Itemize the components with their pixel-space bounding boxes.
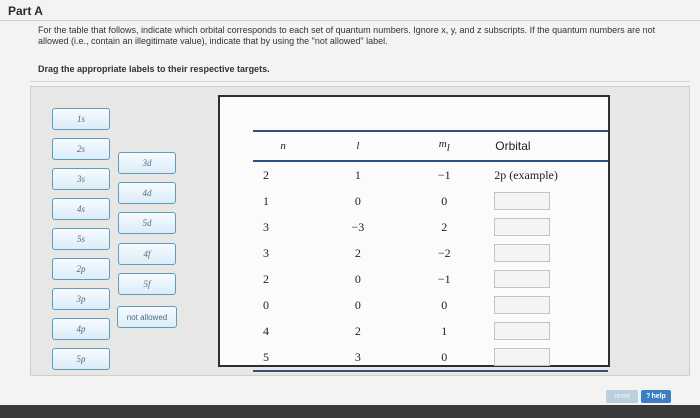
cell-n: 5 (253, 344, 313, 371)
table-row (253, 188, 608, 214)
cell-n: 3 (263, 219, 269, 234)
table-row (253, 292, 608, 318)
drop-target[interactable] (494, 270, 550, 288)
cell-n: 3 (263, 245, 269, 260)
drop-target[interactable] (494, 244, 550, 262)
cell-ml: 0 (402, 344, 486, 371)
orbital-cell (486, 292, 608, 318)
header-l: l (313, 131, 402, 161)
label-4f[interactable]: 4f (118, 243, 176, 265)
cell-l: 0 (354, 297, 361, 312)
cell-l: 0 (354, 271, 361, 286)
help-icon: ? (646, 393, 651, 400)
help-label: help (651, 393, 666, 400)
label-2p[interactable]: 2p (52, 258, 110, 280)
table-row (253, 266, 608, 292)
orbital-cell (486, 266, 608, 292)
drop-target[interactable] (494, 192, 550, 210)
drop-target[interactable] (494, 322, 550, 340)
cell-l: 1 (354, 167, 361, 182)
cell-n: 2 (263, 167, 269, 182)
part-title: Part A (8, 4, 43, 18)
reset-button[interactable]: reset (606, 390, 638, 403)
cell-l: 3 (313, 344, 402, 371)
label-1s[interactable]: 1s (52, 108, 110, 130)
cell-n: 4 (263, 323, 269, 338)
drop-target[interactable] (494, 218, 550, 236)
bottom-bar (0, 405, 700, 418)
orbital-cell (486, 214, 608, 240)
drag-instruction: Drag the appropriate labels to their respective targets. (38, 64, 270, 74)
quantum-numbers-table (253, 130, 608, 372)
orbital-cell (486, 188, 608, 214)
header-n: n (253, 131, 313, 161)
orbital-cell (486, 344, 608, 371)
drop-target[interactable] (494, 348, 550, 366)
table-row (253, 214, 608, 240)
label-5d[interactable]: 5d (118, 212, 176, 234)
cell-l: 2 (354, 245, 361, 260)
cell-ml: 1 (441, 323, 448, 338)
table-row (253, 344, 608, 371)
table-row (253, 318, 608, 344)
quantum-table-panel (218, 95, 610, 367)
orbital-cell (486, 318, 608, 344)
orbital-example: 2p (example) (494, 167, 558, 182)
cell-ml: 2 (441, 219, 448, 234)
help-button[interactable] (641, 390, 671, 403)
label-5f[interactable]: 5f (118, 273, 176, 295)
label-4p[interactable]: 4p (52, 318, 110, 340)
header-ml: $m_l$ (402, 131, 486, 161)
table-row (253, 161, 608, 188)
drop-target[interactable] (494, 296, 550, 314)
cell-l: −3 (351, 219, 365, 234)
cell-n: 0 (263, 297, 269, 312)
label-5s[interactable]: 5s (52, 228, 110, 250)
instructions-text: For the table that follows, indicate which orbital corresponds to each set of quantum numbers. Ignore x, y, and z subscripts. If the quantum numbers are not allowed (i.e., contain an illegitimate value), indicate that by using the "not allowed" label. (38, 25, 656, 46)
cell-ml: 0 (441, 297, 448, 312)
label-4d[interactable]: 4d (118, 182, 176, 204)
cell-ml: −2 (437, 245, 451, 260)
cell-ml: −1 (437, 167, 451, 182)
cell-ml: 0 (441, 193, 448, 208)
label-5p[interactable]: 5p (52, 348, 110, 370)
divider (30, 81, 690, 82)
cell-l: 2 (354, 323, 361, 338)
header-orbital: Orbital (486, 131, 608, 161)
label-3p[interactable]: 3p (52, 288, 110, 310)
label-3s[interactable]: 3s (52, 168, 110, 190)
table-row (253, 240, 608, 266)
cell-ml: −1 (437, 271, 451, 286)
cell-n: 1 (263, 193, 269, 208)
cell-n: 2 (263, 271, 269, 286)
divider (0, 20, 700, 21)
orbital-cell (486, 240, 608, 266)
cell-l: 0 (354, 193, 361, 208)
label-2s[interactable]: 2s (52, 138, 110, 160)
label-not-allowed[interactable]: not allowed (117, 306, 177, 328)
label-4s[interactable]: 4s (52, 198, 110, 220)
label-3d[interactable]: 3d (118, 152, 176, 174)
